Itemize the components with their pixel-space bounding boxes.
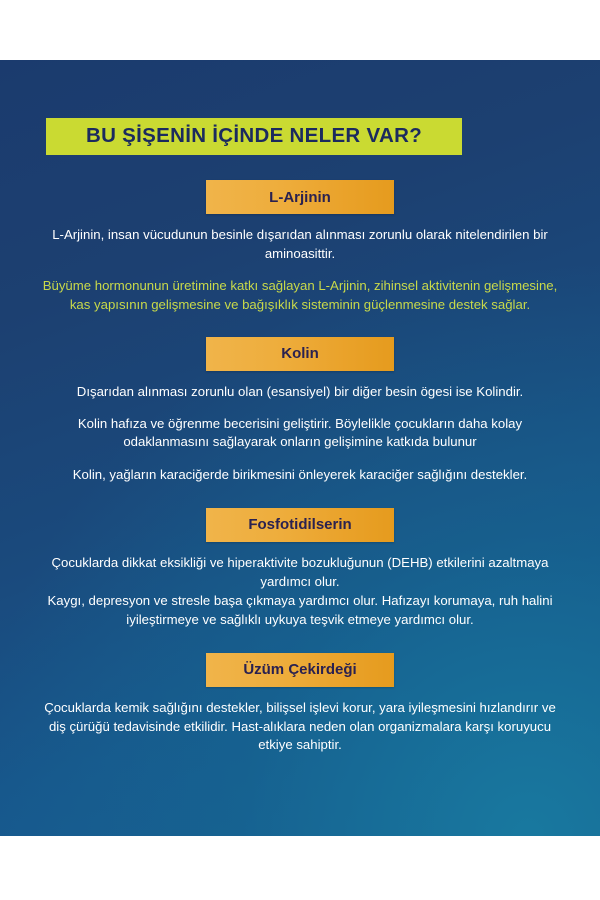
paragraph-uzum-cekirdegi-1: Çocuklarda kemik sağlığını destekler, bilişsel işlevi korur, yara iyileşmesini hızlandırır ve diş çürüğü tedavisinde etkilidir. Hast-alıklara neden olan organizmalara karşı koruyucu etkiye sahiptir. — [44, 699, 556, 753]
paragraph-kolin-2: Kolin hafıza ve öğrenme becerisini geliştirir. Böylelikle çocukların daha kolay odaklanmasını sağlayarak onların gelişimine katkıda bulunur — [77, 415, 523, 450]
section-kolin — [0, 337, 600, 485]
pill-wrap-fosfotidilserin — [0, 508, 600, 542]
paragraph-kolin-1: Dışarıdan alınması zorunlu olan (esansiyel) bir diğer besin ögesi ise Kolindir. — [76, 383, 524, 399]
ingredient-title-uzum-cekirdegi: Üzüm Çekirdeği — [243, 661, 357, 679]
paragraph-kolin-3: Kolin, yağların karaciğerde birikmesini önleyerek karaciğer sağlığını destekler. — [72, 467, 528, 483]
ingredient-sections — [0, 180, 600, 755]
infographic-panel — [0, 60, 600, 836]
page-title-banner — [46, 118, 462, 155]
ingredient-pill-kolin — [206, 337, 394, 371]
panel-content — [0, 60, 600, 836]
pill-wrap-kolin — [0, 337, 600, 371]
section-fosfotidilserin — [0, 508, 600, 630]
ingredient-title-l-arjinin: L-Arjinin — [269, 188, 331, 206]
page-title: BU ŞİŞENİN İÇİNDE NELER VAR? — [85, 124, 423, 148]
ingredient-title-kolin: Kolin — [281, 345, 319, 363]
ingredient-title-fosfotidilserin: Fosfotidilserin — [248, 516, 352, 534]
section-uzum-cekirdegi — [0, 653, 600, 755]
paragraph-fosfotidilserin-2: Kaygı, depresyon ve stresle başa çıkmaya yardımcı olur. Hafızayı korumaya, ruh halini iyileştirmeye ve sağlıklı uykuya teşvik etmeye yardımcı olur. — [47, 593, 553, 628]
ingredient-pill-uzum-cekirdegi — [206, 653, 394, 687]
section-l-arjinin — [0, 180, 600, 315]
pill-wrap-l-arjinin — [0, 180, 600, 214]
pill-wrap-uzum-cekirdegi — [0, 653, 600, 687]
paragraph-l-arjinin-2: Büyüme hormonunun üretimine katkı sağlayan L-Arjinin, zihinsel aktivitenin gelişmesine, kas yapısının gelişmesine ve bağışıklık sisteminin güçlenmesine destek sağlar. — [42, 278, 558, 313]
ingredient-pill-fosfotidilserin — [206, 508, 394, 542]
paragraph-l-arjinin-1: L-Arjinin, insan vücudunun besinle dışarıdan alınması zorunlu olarak nitelendirilen bir aminoasittir. — [52, 227, 548, 261]
paragraph-fosfotidilserin-1: Çocuklarda dikkat eksikliği ve hiperaktivite bozukluğunun (DEHB) etkilerini azaltmaya yardımcı olur. — [51, 554, 549, 589]
ingredient-pill-l-arjinin — [206, 180, 394, 214]
